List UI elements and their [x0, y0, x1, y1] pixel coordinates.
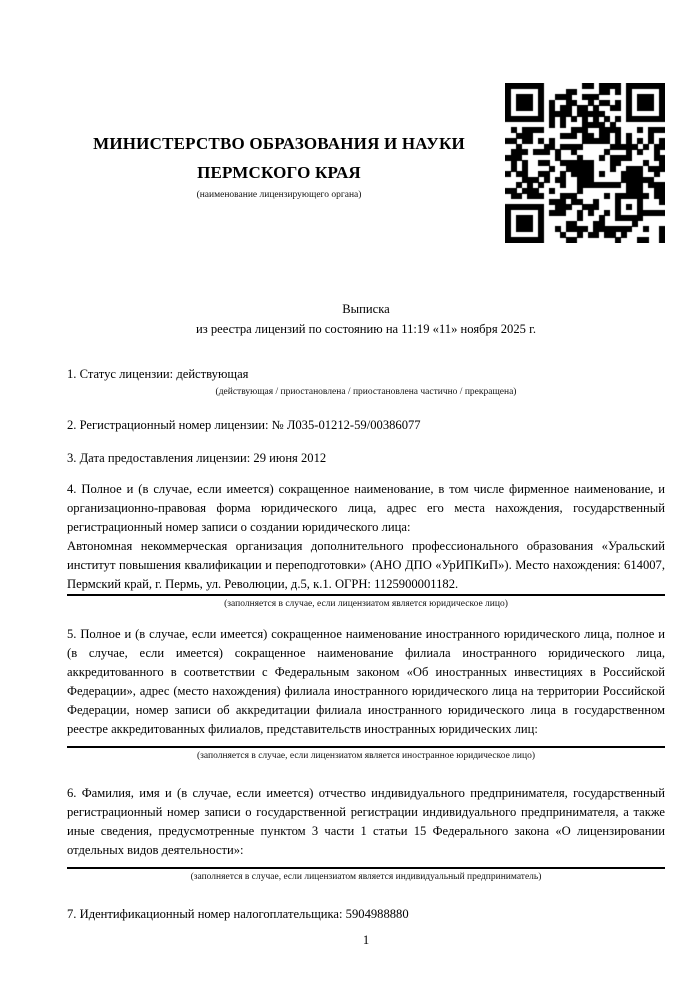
- item-4-intro: 4. Полное и (в случае, если имеется) сокращенное наименование, в том числе фирменное наименование, и организационно-правовая форма юридического лица, адрес его места нахождения, государственный регистрационный номер записи о создании юридического лица:: [67, 482, 665, 534]
- item-5-blank-line: [67, 739, 665, 748]
- item-5-caption: (заполняется в случае, если лицензиатом является иностранное юридическое лицо): [197, 751, 535, 761]
- item-4-value: Автономная некоммерческая организация дополнительного профессионального образования «Уральский институт повышения квалификации и переподготовки» (АНО ДПО «УрИПКиП»). Место нахождения: 614007, Пермский край, г. Пермь, ул. Революции, д.5, к.1. ОГРН: 1125900001182.: [67, 537, 665, 596]
- item-1-license-status: [67, 365, 665, 398]
- item-1-text: 1. Статус лицензии: действующая: [67, 367, 249, 381]
- item-4-legal-entity: [67, 480, 665, 610]
- item-6-text: 6. Фамилия, имя и (в случае, если имеется) отчество индивидуального предпринимателя, государственный регистрационный номер записи о государственной регистрации индивидуального предпринимателя, а также иные сведения, предусмотренные пунктом 3 части 1 статьи 15 Федерального закона «О лицензировании отдельных видов деятельности»:: [67, 786, 665, 857]
- item-3-text: 3. Дата предоставления лицензии: 29 июня 2012: [67, 451, 327, 465]
- item-7-taxpayer-id: [67, 905, 665, 924]
- item-4-caption: (заполняется в случае, если лицензиатом является юридическое лицо): [224, 599, 508, 609]
- document-title: [67, 299, 665, 339]
- item-5-foreign-entity: [67, 625, 665, 762]
- item-6-blank-line: [67, 860, 665, 869]
- item-3-license-date: [67, 449, 665, 468]
- document-title-line1: Выписка: [342, 302, 390, 316]
- page-number: 1: [362, 933, 370, 947]
- item-6-individual-entrepreneur: [67, 784, 665, 883]
- qr-code: [505, 83, 665, 243]
- licensing-authority-block: [67, 83, 505, 200]
- item-2-registration-number: [67, 416, 665, 435]
- items-list: [67, 365, 665, 924]
- item-2-text: 2. Регистрационный номер лицензии: № Л035-01212-59/00386077: [67, 418, 421, 432]
- item-6-caption: (заполняется в случае, если лицензиатом является индивидуальный предприниматель): [190, 872, 542, 882]
- item-7-text: 7. Идентификационный номер налогоплательщика: 5904988880: [67, 907, 409, 921]
- item-1-caption: (действующая / приостановлена / приостановлена частично / прекращена): [215, 387, 517, 397]
- item-5-text: 5. Полное и (в случае, если имеется) сокращенное наименование иностранного юридического лица, полное и (в случае, если имеется) сокращенное наименование филиала иностранного юридического лица, аккредитованного в соответствии с Федеральным законом «Об иностранных инвестициях в Российской Федерации», адрес (место нахождения) филиала иностранного юридического лица на территории Российской Федерации, номер записи об аккредитации филиала иностранного юридического лица в государственном реестре аккредитованных филиалов, представительств иностранных юридических лиц:: [67, 627, 665, 736]
- ministry-name-line2: ПЕРМСКОГО КРАЯ: [197, 163, 361, 182]
- ministry-caption: (наименование лицензирующего органа): [196, 190, 362, 200]
- ministry-name-line1: МИНИСТЕРСТВО ОБРАЗОВАНИЯ И НАУКИ: [93, 134, 465, 153]
- document-header: [67, 0, 665, 243]
- document-title-line2: из реестра лицензий по состоянию на 11:19 «11» ноября 2025 г.: [195, 322, 536, 336]
- qr-code-image: [505, 83, 665, 243]
